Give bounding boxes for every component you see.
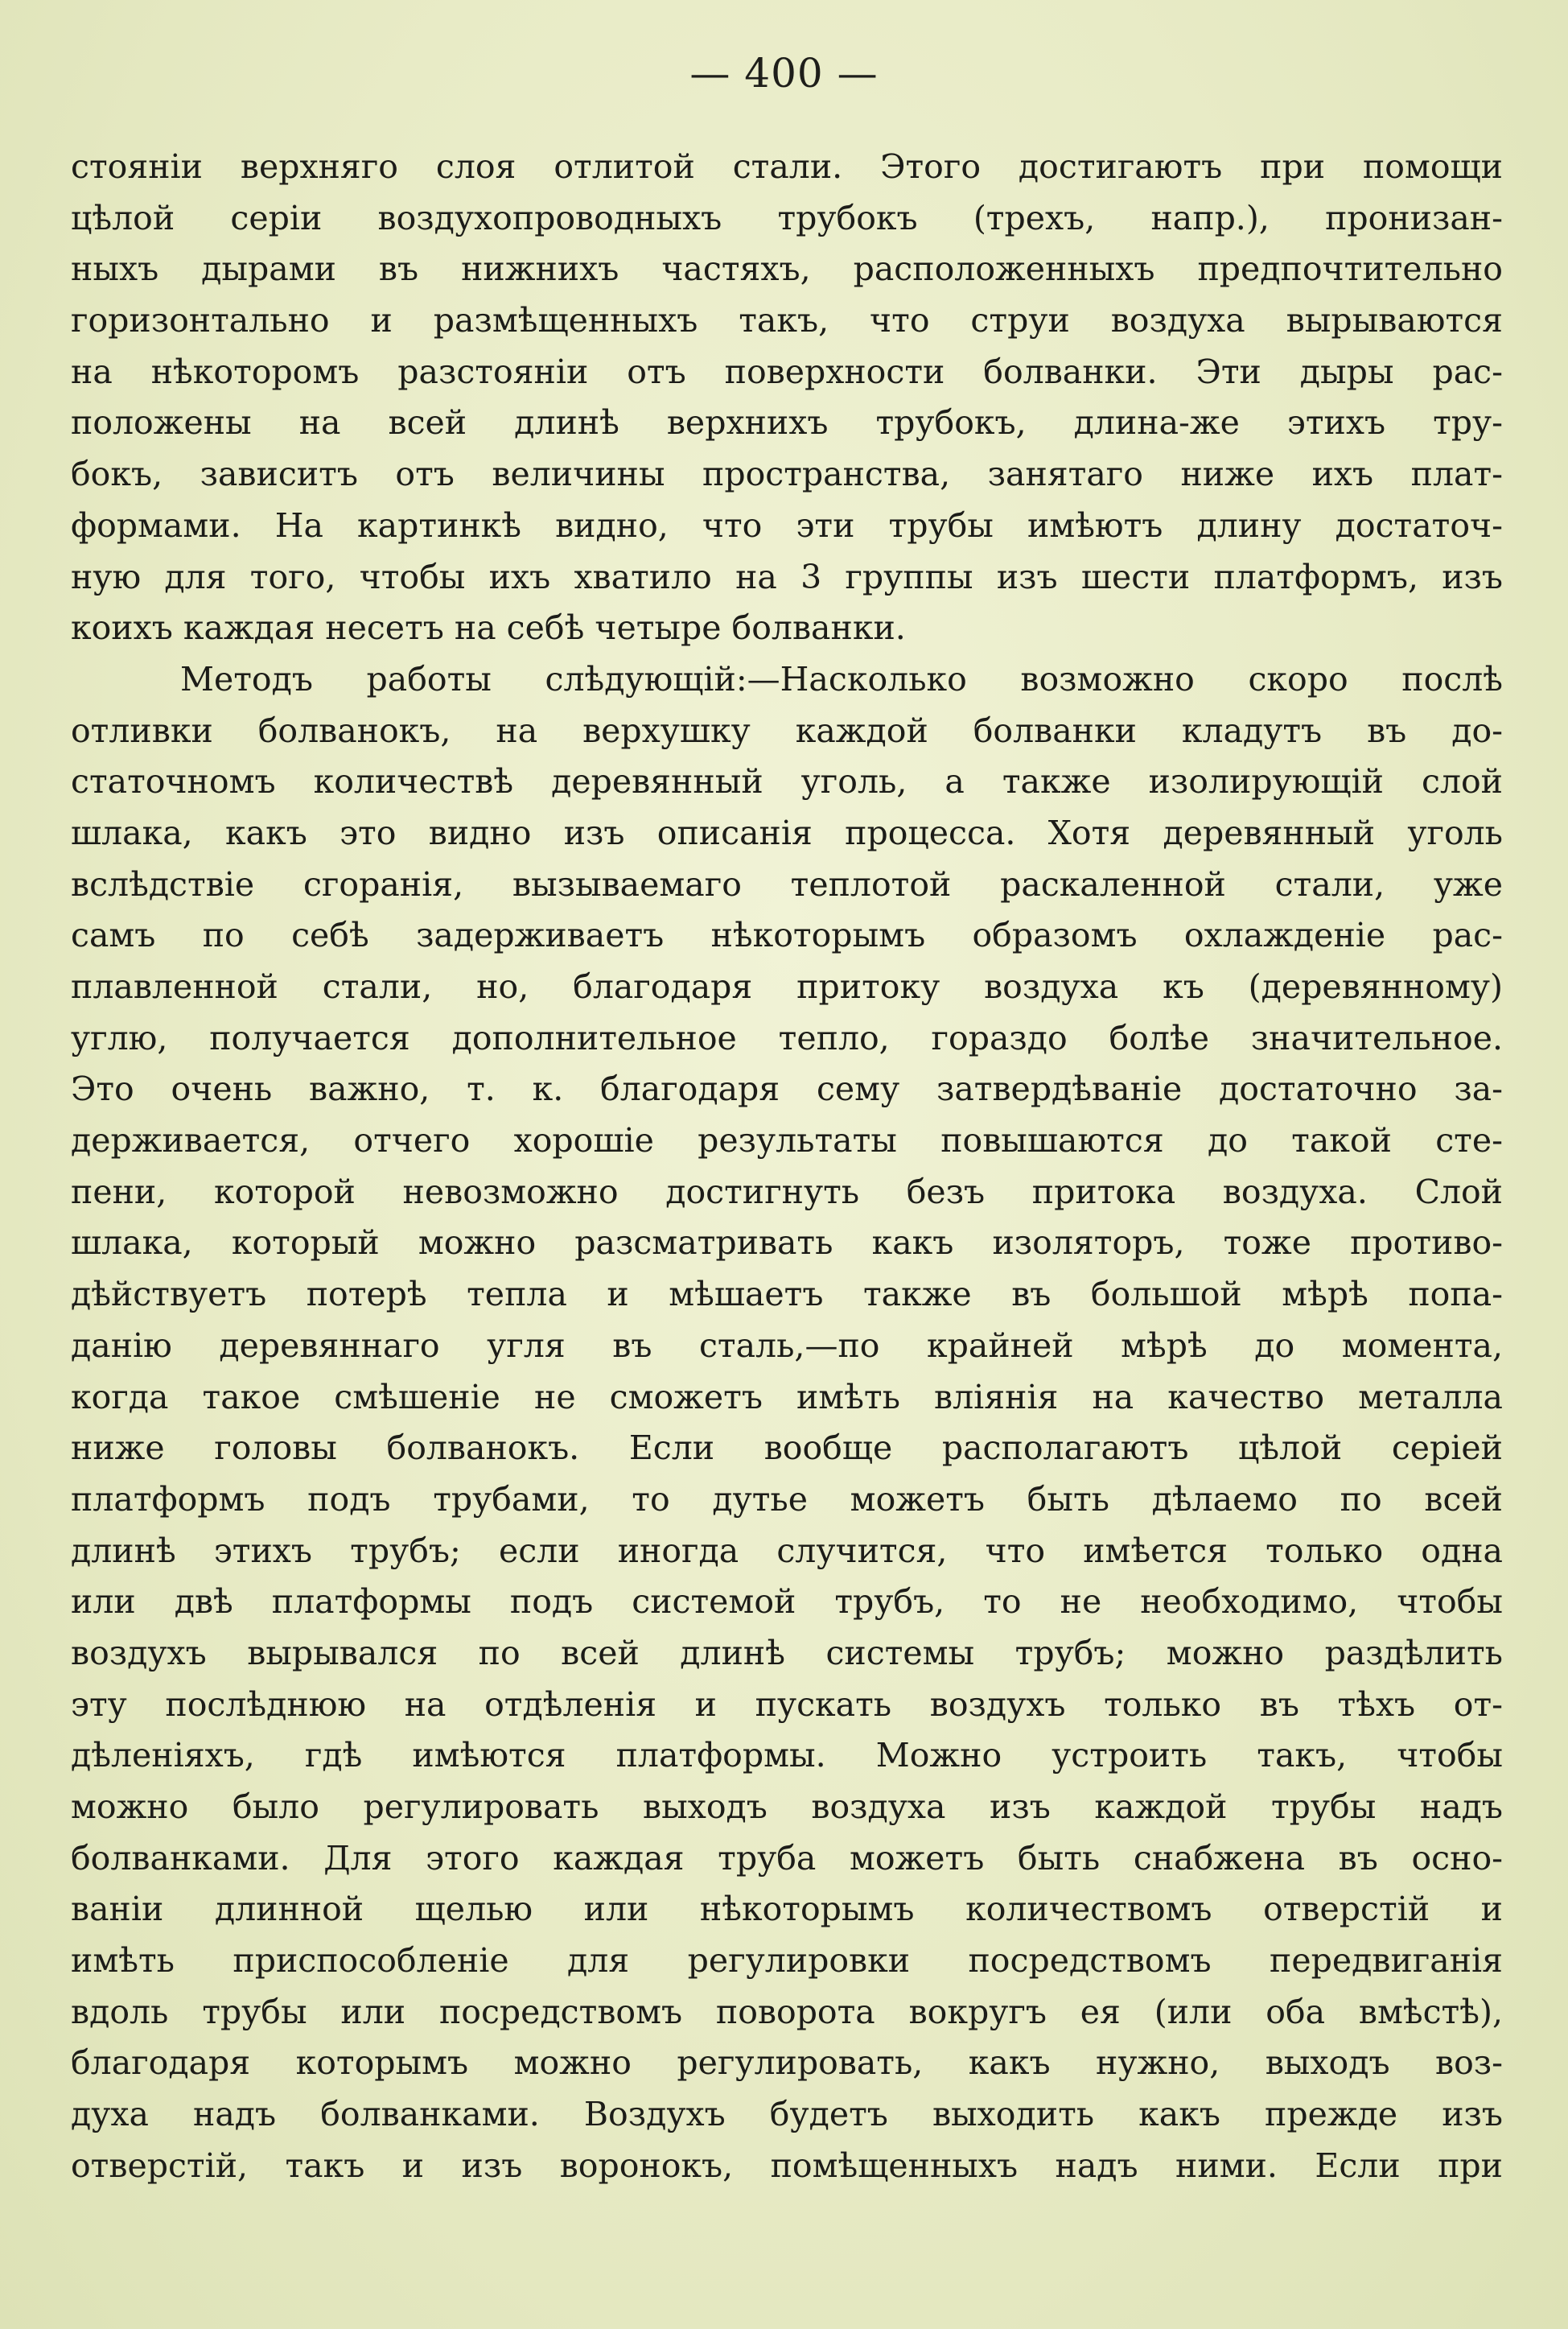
text-line: плавленной стали, но, благодаря притоку воздуха къ (деревянному) <box>71 967 1503 1006</box>
text-line: горизонтально и размѣщенныхъ такъ, что струи воздуха вырываются <box>71 301 1503 340</box>
text-line: на нѣкоторомъ разстояніи отъ поверхности болванки. Эти дыры рас- <box>71 352 1503 391</box>
text-line: или двѣ платформы подъ системой трубъ, то не необходимо, чтобы <box>71 1582 1503 1622</box>
text-line: дѣйствуетъ потерѣ тепла и мѣшаетъ также въ большой мѣрѣ попа- <box>71 1275 1503 1314</box>
text-line: духа надъ болванками. Воздухъ будетъ выходить какъ прежде изъ <box>71 2095 1503 2134</box>
text-line: статочномъ количествѣ деревянный уголь, а также изолирующій слой <box>71 762 1503 802</box>
text-line: шлака, который можно разсматривать какъ изоляторъ, тоже противо- <box>71 1223 1503 1263</box>
text-line: бокъ, зависитъ отъ величины пространства, занятаго ниже ихъ плат- <box>71 455 1503 494</box>
text-line: когда такое смѣшеніе не сможетъ имѣть вліянія на качество металла <box>71 1377 1503 1416</box>
text-line: ниже головы болванокъ. Если вообще располагаютъ цѣлой серіей <box>71 1428 1503 1468</box>
text-line: пени, которой невозможно достигнуть безъ притока воздуха. Слой <box>71 1172 1503 1211</box>
paragraph-start-line: Методъ работы слѣдующій:—Насколько возможно скоро послѣ <box>180 659 1503 699</box>
text-line: можно было регулировать выходъ воздуха изъ каждой трубы надъ <box>71 1787 1503 1826</box>
page-text <box>71 142 1503 2192</box>
paragraph-end-line: коихъ каждая несетъ на себѣ четыре болванки. <box>71 608 906 648</box>
text-line: благодаря которымъ можно регулировать, какъ нужно, выходъ воз- <box>71 2043 1503 2083</box>
text-line: длинѣ этихъ трубъ; если иногда случится, что имѣется только одна <box>71 1531 1503 1570</box>
text-line: отверстій, такъ и изъ воронокъ, помѣщенныхъ надъ ними. Если при <box>71 2146 1503 2185</box>
text-line: имѣть приспособленіе для регулировки посредствомъ передвиганія <box>71 1941 1503 1981</box>
text-line: ную для того, чтобы ихъ хватило на 3 группы изъ шести платформъ, изъ <box>71 557 1503 596</box>
text-line: шлака, какъ это видно изъ описанія процесса. Хотя деревянный уголь <box>71 813 1503 852</box>
text-line: болванками. Для этого каждая труба можетъ быть снабжена въ осно- <box>71 1838 1503 1878</box>
text-line: углю, получается дополнительное тепло, гораздо болѣе значительное. <box>71 1018 1503 1057</box>
text-line: Это очень важно, т. к. благодаря сему затвердѣваніе достаточно за- <box>71 1070 1503 1109</box>
text-line: цѣлой серіи воздухопроводныхъ трубокъ (трехъ, напр.), пронизан- <box>71 198 1503 237</box>
text-line: воздухъ вырывался по всей длинѣ системы трубъ; можно раздѣлить <box>71 1633 1503 1672</box>
text-line: формами. На картинкѣ видно, что эти трубы имѣютъ длину достаточ- <box>71 505 1503 545</box>
text-line: данію деревяннаго угля въ сталь,—по крайней мѣрѣ до момента, <box>71 1325 1503 1365</box>
text-line: эту послѣднюю на отдѣленія и пускать воздухъ только въ тѣхъ от- <box>71 1684 1503 1724</box>
text-line: платформъ подъ трубами, то дутье можетъ быть дѣлаемо по всей <box>71 1479 1503 1519</box>
page-number: — 400 — <box>689 50 879 97</box>
text-line: вслѣдствіе сгоранія, вызываемаго теплотой раскаленной стали, уже <box>71 864 1503 904</box>
text-line: отливки болванокъ, на верхушку каждой болванки кладутъ въ до- <box>71 711 1503 750</box>
text-line: держивается, отчего хорошіе результаты повышаются до такой сте- <box>71 1121 1503 1160</box>
text-line: вдоль трубы или посредствомъ поворота вокругъ ея (или оба вмѣстѣ), <box>71 1992 1503 2031</box>
text-line: ныхъ дырами въ нижнихъ частяхъ, расположенныхъ предпочтительно <box>71 249 1503 289</box>
text-line: ваніи длинной щелью или нѣкоторымъ количествомъ отверстій и <box>71 1890 1503 1929</box>
text-line: самъ по себѣ задерживаетъ нѣкоторымъ образомъ охлажденіе рас- <box>71 916 1503 955</box>
text-line: дѣленіяхъ, гдѣ имѣются платформы. Можно устроить такъ, чтобы <box>71 1736 1503 1775</box>
text-line: стояніи верхняго слоя отлитой стали. Этого достигаютъ при помощи <box>71 147 1503 186</box>
text-line: положены на всей длинѣ верхнихъ трубокъ, длина-же этихъ тру- <box>71 403 1503 443</box>
